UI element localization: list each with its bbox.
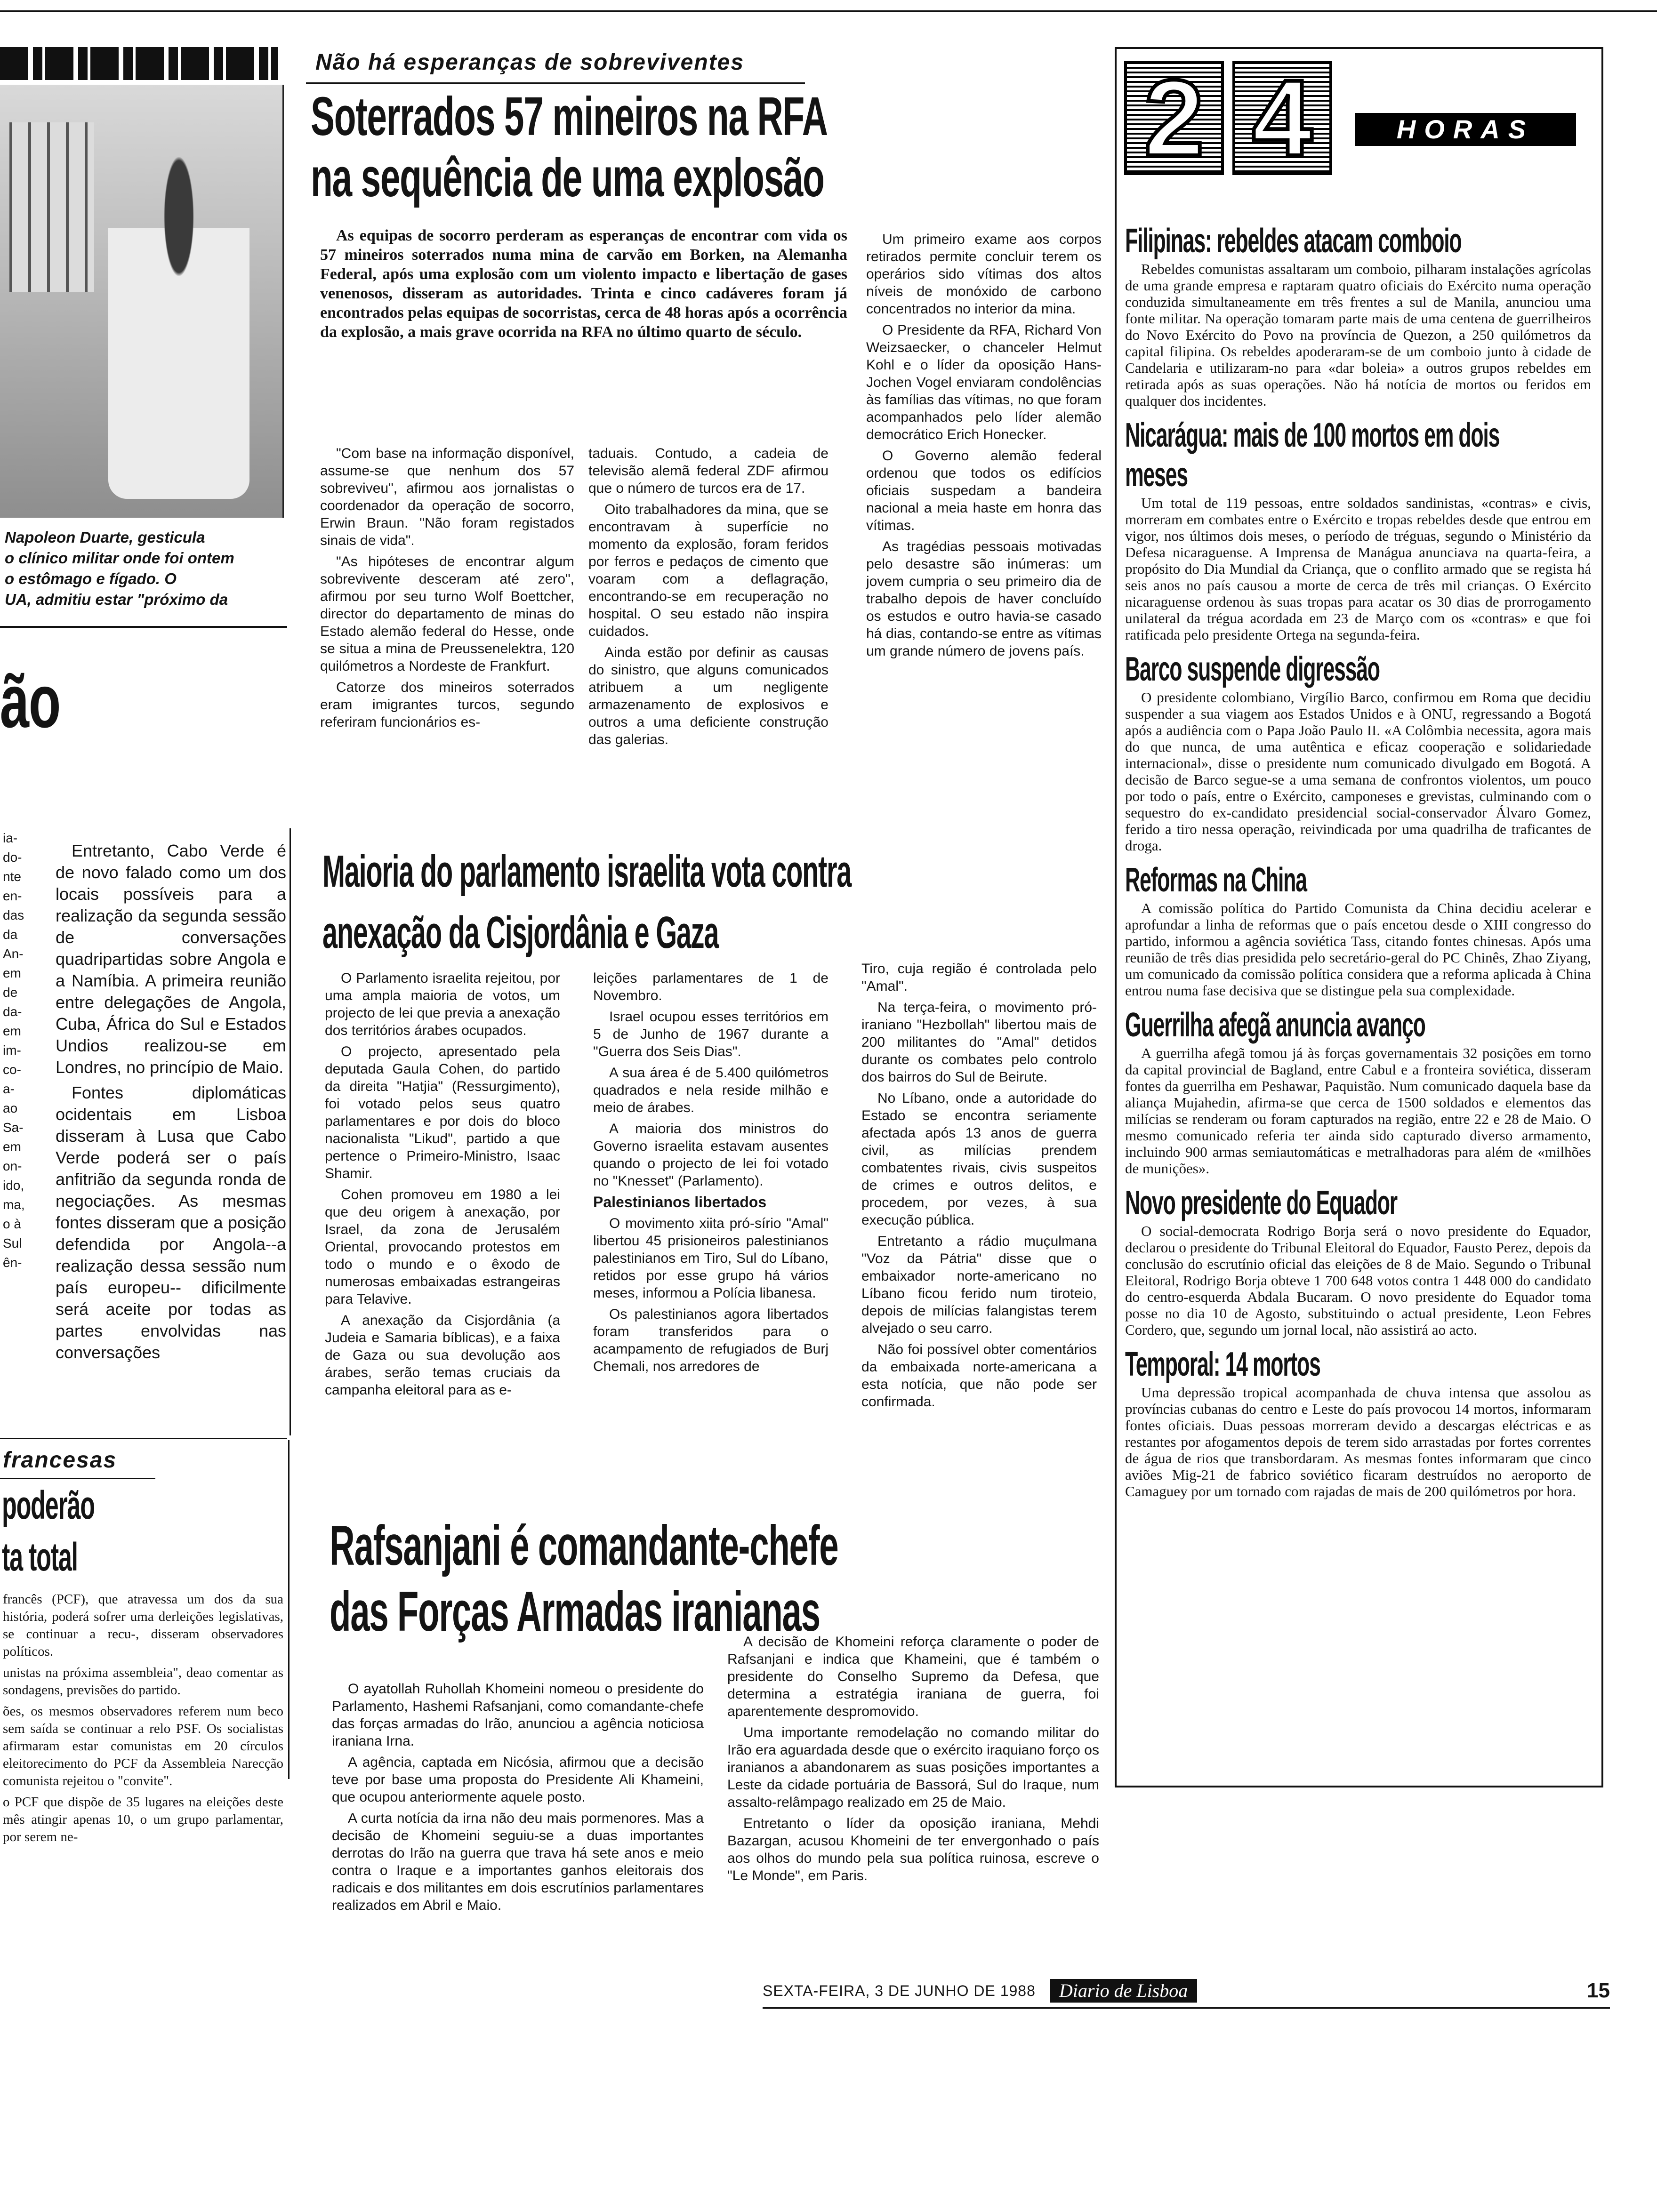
- fragment-line: de: [3, 985, 18, 1000]
- paragraph: Cohen promoveu em 1980 a lei que deu origem à anexação, por Israel, da zona de Jerusalém Oriental, provocando protestos em todo o mundo e o êxodo de numerosas embaixadas estrangeiras para Telavive.: [325, 1187, 560, 1307]
- caption-line: UA, admitiu estar "próximo da: [5, 591, 228, 608]
- brief-text: Rebeldes comunistas assaltaram um comboio, pilharam instalações agrícolas de uma grande empresa e raptaram quatro oficiais do Exército numa operação conduzida simultaneamente em três frentes a sul de Manila, anunciou uma fonte militar. Na operação tomaram parte mais de uma centena de guerrilheiros do Novo Exército do Povo na província de Quezon, a 250 quilómetros da capital filipina. Os rebeldes apoderaram-se de um comboio junto à cidade de Candelaria e utilizaram-no para «dar boleia» a outros grupos rebeldes em retirada após as suas operações. Não há notícia de mortos ou feridos em qualquer dos incidentes.: [1125, 261, 1591, 409]
- paragraph: As tragédias pessoais motivadas pelo desastre são inúmeras: um jovem cumpria o seu primeiro dia de trabalho depois de haver concluído os estudos e outro havia-se casado há dias, contando-se entre as vítimas um grande número de jovens país.: [866, 539, 1102, 659]
- page-footer: [763, 1977, 1610, 2005]
- fragment-line: ia-: [3, 831, 18, 845]
- brief-title: Nicarágua: mais de 100 mortos em dois meses: [1125, 417, 1500, 494]
- fragment-line: em: [3, 966, 21, 980]
- brief-title: Barco suspende digressão: [1125, 650, 1380, 688]
- banner-digit: 2: [1124, 61, 1224, 175]
- brief-text: Uma depressão tropical acompanhada de chuva intensa que assolou as províncias cubanas do centro e Leste do país provocou 14 mortos, informaram fontes oficiais. Duas pessoas morreram devido a descargas eléctricas e as restantes por afogamentos depois de terem sido arrastadas por fortes correntes de água de rios que transbordaram. As mesmas fontes informaram que cinco aviões Mig-21 de fabrico soviético ficaram destruídos no aeroporto de Camaguey por um tornado com rajadas de mais de 200 quilómetros por hora.: [1125, 1384, 1591, 1499]
- paragraph: Entretanto, Cabo Verde é de novo falado como um dos locais possíveis para a realização da segunda sessão de conversações quadripartidas sobre Angola e a Namíbia. A primeira reunião entre delegações de Angola, Cuba, África do Sul e Estados Undios realizou-se em Londres, no princípio de Maio.: [56, 841, 286, 1077]
- paragraph: O projecto, apresentado pela deputada Gaula Cohen, do partido da direita "Hatjia" (Ressurgimento), foi votado pelos seus quatro parlamentares e por dois do bloco nacionalista "Likud", partido a que pertence o Primeiro-Ministro, Isaac Shamir.: [325, 1044, 560, 1181]
- paragraph: A agência, captada em Nicósia, afirmou que a decisão teve por base uma proposta do Presidente Ali Khameini, que ocupou anteriormente aquele posto.: [332, 1755, 704, 1805]
- paragraph: O Governo alemão federal ordenou que todos os edifícios oficiais suspedam a bandeira nacional a meia haste em honra das vítimas.: [866, 448, 1102, 533]
- paragraph: Oito trabalhadores da mina, que se encontravam à superfície no momento da explosão, foram feridos por ferros e pedaços de cimento que voaram com a deflagração, encontrando-se em recuperação no hospital. O seu estado não inspira cuidados.: [588, 502, 828, 639]
- cabo-verde-article: [56, 840, 286, 1367]
- fragment-line: em: [3, 1024, 21, 1038]
- israel-col3: [861, 960, 1097, 1414]
- paragraph: leições parlamentares de 1 de Novembro.: [593, 970, 828, 1003]
- mine-headline-line1: Soterrados 57 mineiros na RFA: [311, 86, 828, 147]
- fragment-line: ên-: [3, 1255, 22, 1270]
- brief-title: Novo presidente do Equador: [1125, 1184, 1397, 1222]
- left-fragment-column: [3, 828, 43, 1272]
- iran-headline-line1: Rafsanjani é comandante-chefe: [330, 1514, 838, 1577]
- paragraph: Israel ocupou esses territórios em 5 de Junho de 1967 durante a "Guerra dos Seis Dias".: [593, 1009, 828, 1059]
- brief-text: O social-democrata Rodrigo Borja será o novo presidente do Equador, declarou o presidente do Tribunal Eleitoral do Equador, Fausto Perez, depois da conclusão do escrutínio oficial das eleições de 8 de Maio. Segundo o Tribunal Eleitoral, Rodrigo Borja obteve 1 700 648 votos contra 1 448 000 do candidato do centro-esquerda Abdala Bucaram. O novo presidente do Equador toma posse no dia 10 de Agosto, substituindo o actual presidente, Leon Febres Cordero, que, segundo um jornal local, não assistirá ao acto.: [1125, 1223, 1591, 1338]
- paragraph: A anexação da Cisjordânia (a Judeia e Samaria bíblicas), e a faixa de Gaza ou sua devolução aos árabes, serão temas cruciais da campanha eleitoral para as e-: [325, 1313, 560, 1398]
- news-photo: [0, 85, 284, 518]
- paragraph: ões, os mesmos observadores referem num beco sem saída se continuar a relo PSF. Os socialistas afirmaram estar comunistas em 20 círculos eleitorecimento do PCF da Assembleia Narecção comunista rejeitou o "convite".: [3, 1704, 283, 1788]
- mine-kicker: Não há esperanças de sobreviventes: [315, 50, 745, 75]
- mine-kicker-rule: [306, 82, 805, 84]
- caption-line: o estômago e fígado. O: [5, 570, 177, 587]
- mine-col2: [588, 445, 828, 752]
- paragraph: Entretanto a rádio muçulmana "Voz da Pátria" disse que o embaixador norte-americano no Líbano ficou ferido num tiroteio, depois de milícias falangistas terem alvejado o seu carro.: [861, 1234, 1097, 1336]
- paragraph: O ayatollah Ruhollah Khomeini nomeou o presidente do Parlamento, Hashemi Rafsanjani, como comandante-chefe das forças armadas do Irão, anunciou a agência noticiosa iraniana Irna.: [332, 1681, 704, 1749]
- paragraph: Não foi possível obter comentários da embaixada norte-americana a esta notícia, que não pode ser confirmada.: [861, 1342, 1097, 1410]
- photo-figure: [108, 122, 249, 499]
- paragraph: O movimento xiita pró-sírio "Amal" libertou 45 prisioneiros palestinianos palestinianos em Tiro, Sul do Líbano, retidos por esse grupo há vários meses, informou a Polícia libanesa.: [593, 1216, 828, 1301]
- paragraph: Tiro, cuja região é controlada pelo "Amal".: [861, 961, 1097, 994]
- paragraph: Fontes diplomáticas ocidentais em Lisboa disseram à Lusa que Cabo Verde poderá ser o país anfitrião da segunda ronda de negociações. As mesmas fontes disseram que a posição defendida por Angola--a realização dessa sessão num país europeu-- dificilmente será aceite por todas as partes envolvidas nas conversações: [56, 1083, 286, 1362]
- brief-title: Reformas na China: [1125, 861, 1307, 899]
- paragraph: Na terça-feira, o movimento pró-iraniano "Hezbollah" libertou mais de 200 militantes do "Amal" detidos durante os combates pelo controlo dos bairros do Sul de Beirute.: [861, 1000, 1097, 1085]
- news-brief: [1125, 649, 1591, 854]
- paragraph: Os palestinianos agora libertados foram transferidos para o acampamento de refugiados de Burj Chemali, nos arredores de: [593, 1306, 828, 1374]
- news-brief: [1125, 416, 1591, 643]
- footer-date: SEXTA-FEIRA, 3 DE JUNHO DE 1988: [763, 1982, 1036, 1999]
- news-brief: [1125, 1345, 1591, 1499]
- horas-label: HORAS: [1355, 113, 1576, 146]
- box24-items: [1125, 221, 1591, 1506]
- fragment-line: a-: [3, 1082, 15, 1096]
- fragment-line: on-: [3, 1159, 22, 1173]
- caption-line: Napoleon Duarte, gesticula: [5, 529, 205, 546]
- brief-text: A comissão política do Partido Comunista da China decidiu acelerar e aprofundar a linha de reformas que o país encetou desde o XIII congresso do partido, informou a agência soviética Tass, citando fontes chinesas. Após uma reunião de três dias presidida pelo secretário-geral do PC Chinês, Zhao Ziyang, um comunicado da comissão política considera que a reforma aplicada à China entrou numa fase decisiva que se distingue pela sua complexidade.: [1125, 900, 1591, 999]
- paragraph: Entretanto o líder da oposição iraniana, Mehdi Bazargan, acusou Khomeini de ter envergonhado o país aos olhos do mundo pela sua política ruinosa, escreve o "Le Monde", em Paris.: [727, 1816, 1099, 1883]
- paragraph: O Parlamento israelita rejeitou, por uma ampla maioria de votos, um projecto de lei que previa a anexação dos territórios árabes ocupados.: [325, 970, 560, 1038]
- banner-digit: 4: [1232, 61, 1332, 175]
- paragraph: O Presidente da RFA, Richard Von Weizsaecker, o chanceler Helmut Kohl e o líder da oposição Hans-Jochen Vogel enviaram condolências às famílias das vítimas, no que foram acompanhados pelo líder alemão democrático Erich Honecker.: [866, 322, 1102, 442]
- brief-title: Guerrilha afegã anuncia avanço: [1125, 1006, 1425, 1044]
- photo-window: [9, 122, 94, 292]
- footer-page-number: 15: [1587, 1979, 1610, 2002]
- fragment-kicker-rule: [0, 1478, 155, 1479]
- fragment-headline-line2: ta total: [2, 1535, 78, 1579]
- mine-col3: [866, 231, 1102, 664]
- brief-text: O presidente colombiano, Virgílio Barco, confirmou em Roma que decidiu suspender a sua viagem aos Estados Unidos e à ONU, regressando a Bogotá após a audiência com o Papa João Paulo II. «A Colômbia necessita, agora mais do que nunca, de uma autêntica e eficaz cooperação e solidariedade internacional», disse o presidente num comunicado divulgado em Bogotá. A decisão de Barco segue-se a uma semana de confrontos violentos, um pouco por todo o país, entre o Exército, camponeses e grevistas, culminando com o sequestro do ex-candidato presidencial social-conservador Álvaro Gomez, ferido a tiro nessa operação, reivindicada por uma quadrilha de traficantes de droga.: [1125, 689, 1591, 854]
- fragment-headline-line1: poderão: [2, 1483, 95, 1527]
- fragment-line: Sa-: [3, 1120, 24, 1135]
- mine-col1: [320, 445, 574, 735]
- brief-text: A guerrilha afegã tomou já às forças governamentais 32 posições em torno da capital provincial de Bagland, entre Cabul e a fronteira soviética, disseram fontes da guerrilha em Peshawar, Paquistão. Num comunicado daquela base da aliança Mujahedin, afirma-se que cerca de 1500 soldados e elementos das milícias se renderam ou foram capturados na região, entre 22 e 28 de Maio. O mesmo comunicado referia ter ainda sido capturado diverso armamento, incluindo 900 armas semiautomáticas e metralhadoras para além de «milhões de munições».: [1125, 1045, 1591, 1177]
- fragment-line: do-: [3, 850, 22, 865]
- paragraph: o PCF que dispõe de 35 lugares na eleições deste mês atingir apenas 10, o um grupo parlamentar, por serem ne-: [3, 1795, 283, 1844]
- fragment-line: o à: [3, 1217, 21, 1231]
- paragraph: A decisão de Khomeini reforça claramente o poder de Rafsanjani e indica que Khameini, que é também o presidente do Conselho Supremo da Defesa, que determina a estratégia iraniana de guerra, foi aparentemente despromovido.: [727, 1634, 1099, 1719]
- fragment-line: nte: [3, 869, 21, 884]
- paragraph: Uma importante remodelação no comando militar do Irão era aguardada desde que o exército iraquiano forço os iranianos a abandonarem as suas posições importantes a Leste da cidade portuária de Bassorá, Sul do Iraque, num assalto-relâmpago realizado em 25 de Maio.: [727, 1725, 1099, 1810]
- israel-subhead: Palestinianos libertados: [593, 1194, 767, 1210]
- footer-rule: [763, 2007, 1610, 2009]
- fragment-line: em: [3, 1139, 21, 1154]
- mine-headline-line2: na sequência de uma explosão: [311, 147, 824, 208]
- caption-line: o clínico militar onde foi ontem: [5, 549, 234, 567]
- paragraph: A maioria dos ministros do Governo israelita estavam ausentes quando o projecto de lei foi votado no "Knesset" (Parlamento).: [593, 1121, 828, 1189]
- paragraph: No Líbano, onde a autoridade do Estado se encontra seriamente afectada após 13 anos de guerra civil, as milícias prendem combatentes rivais, civis suspeitos de crimes e outros delitos, e procedem, por vezes, à sua execução pública.: [861, 1090, 1097, 1228]
- paragraph: A curta notícia da irna não deu mais pormenores. Mas a decisão de Khomeini seguiu-se a duas importantes derrotas do Irão na guerra que trava há sete anos e meio contra o Iraque e a importantes ganhos eleitorais dos radicais e dos militantes em dois escrutínios parlamentares realizados em Abril e Maio.: [332, 1811, 704, 1913]
- fragment-line: An-: [3, 946, 24, 961]
- fragment-line: da: [3, 927, 18, 942]
- top-rule: [0, 10, 1657, 12]
- iran-headline-line2: das Forças Armadas iranianas: [330, 1580, 820, 1643]
- news-brief: [1125, 860, 1591, 999]
- paragraph: Um primeiro exame aos corpos retirados permite concluir terem os operários sido vítimas dos altos níveis de monóxido de carbono concentrados no interior da mina.: [866, 232, 1102, 317]
- fragment-kicker: francesas: [3, 1448, 117, 1473]
- fragment-line: im-: [3, 1043, 21, 1058]
- fragment-line: en-: [3, 889, 22, 903]
- mine-lead: [320, 226, 847, 345]
- paragraph: A sua área é de 5.400 quilómetros quadrados e nela reside milhão e meio de árabes.: [593, 1065, 828, 1115]
- caption-rule: [0, 626, 287, 628]
- footer-paper-name: Diario de Lisboa: [1050, 1979, 1197, 2003]
- paragraph: taduais. Contudo, a cadeia de televisão alemã federal ZDF afirmou que o número de turcos era de 17.: [588, 446, 828, 496]
- horas-banner: [1119, 57, 1590, 178]
- fragment-line: ma,: [3, 1197, 25, 1212]
- paragraph: Catorze dos mineiros soterrados eram imigrantes turcos, segundo referiram funcionários es-: [320, 680, 574, 730]
- iran-col1: [332, 1680, 704, 1918]
- paragraph: "Com base na informação disponível, assume-se que nenhum dos 57 sobreviveu", afirmou aos jornalistas o coordenador da operação de socorro, Erwin Braun. "Não foram registados sinais de vida".: [320, 446, 574, 548]
- paragraph: francês (PCF), que atravessa um dos da sua história, poderá sofrer uma derleições legislativas, se continuar a recu-, disseram observadores políticos.: [3, 1592, 283, 1659]
- fragment-line: ido,: [3, 1178, 24, 1193]
- photo-top-strip: [0, 47, 278, 80]
- left-frag-rule: [288, 1440, 290, 1779]
- pcf-article: [3, 1591, 283, 1850]
- paragraph: "As hipóteses de encontrar algum sobrevivente desceram até zero", afirmou por seu turno Wolf Boettcher, director do departamento de minas do Estado alemão federal do Hesse, onde se situa a mina de Preussenelektra, 120 quilómetros a Nordeste de Frankfurt.: [320, 554, 574, 674]
- israel-headline-line1: Maioria do parlamento israelita vota contra: [322, 846, 852, 897]
- fragment-line: Sul: [3, 1236, 22, 1250]
- news-brief: [1125, 1183, 1591, 1338]
- news-brief: [1125, 1005, 1591, 1177]
- fragment-line: ao: [3, 1101, 18, 1115]
- paragraph: Ainda estão por definir as causas do sinistro, que alguns comunicados atribuem a um negligente armazenamento de explosivos e outros a uma deficiente construção das galerias.: [588, 645, 828, 747]
- israel-col1: [325, 970, 560, 1403]
- israel-col2: [593, 970, 828, 1379]
- fragment-line: das: [3, 908, 24, 922]
- iran-col2: [727, 1633, 1099, 1888]
- lead-paragraph: As equipas de socorro perderam as esperanças de encontrar com vida os 57 mineiros soterrados numa mina de carvão em Borken, na Alemanha Federal, após uma explosão com um violento impacto e libertação de gases venenosos, disseram as autoridades. Trinta e cinco cadáveres foram já encontrados pelas equipas de socorristas, cerca de 48 horas após a ocorrência da explosão, a mais grave ocorrida na RFA no último quarto de século.: [320, 227, 847, 341]
- fragment-line: da-: [3, 1004, 22, 1019]
- brief-title: Filipinas: rebeldes atacam comboio: [1125, 222, 1462, 260]
- fragment-line: co-: [3, 1062, 21, 1077]
- israel-headline-line2: anexação da Cisjordânia e Gaza: [322, 907, 719, 958]
- brief-title: Temporal: 14 mortos: [1125, 1346, 1320, 1383]
- paragraph: unistas na próxima assembleia", deao comentar as sondagens, previsões do partido.: [3, 1665, 283, 1698]
- news-brief: [1125, 221, 1591, 409]
- fragment-rule: [0, 1438, 287, 1439]
- photo-caption: [5, 527, 282, 610]
- brief-text: Um total de 119 pessoas, entre soldados sandinistas, «contras» e civis, morreram em combates entre o Exército e tropas rebeldes desde que entrou em vigor, nos últimos dois meses, o período de tréguas, segundo o Ministério da Defesa nicaraguense. A Imprensa de Manágua anunciava na quarta-feira, a propósito do Dia Mundial da Criança, que o conflito armado que se regista há seis anos no país causou a morte de cerca de três mil crianças. O Exército nicaraguense ordenou às suas tropas para acatar os 30 dias de prorrogamento unilateral da trégua acordada em 23 de Março com os «contras» e que foi ratificada pelo presidente Ortega na segunda-feira.: [1125, 495, 1591, 643]
- left-column-rule: [290, 828, 291, 1435]
- left-headline-fragment: ão: [0, 659, 60, 743]
